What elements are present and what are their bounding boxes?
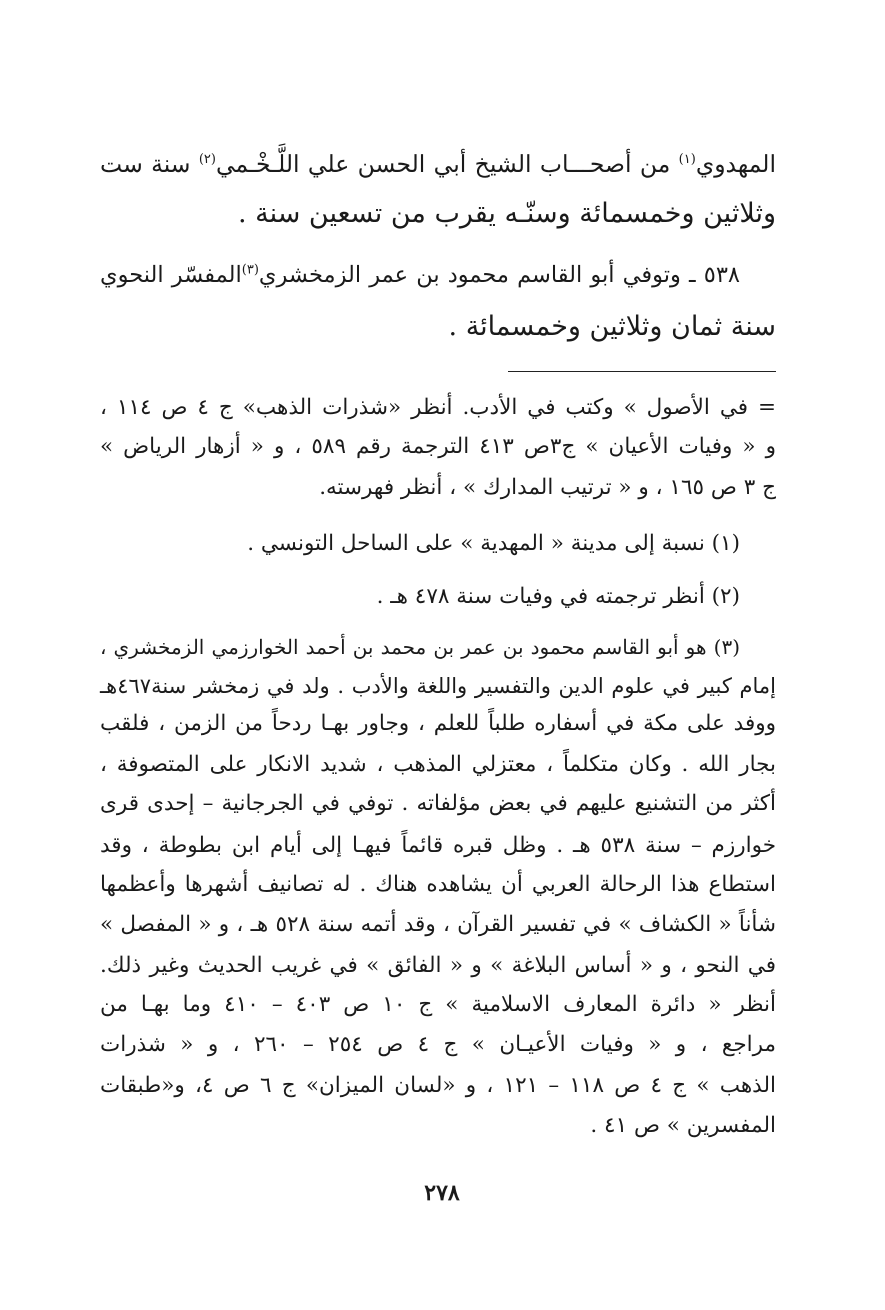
footnote-continued-line: و « وفيات الأعيان » ج٣ص ٤١٣ الترجمة رقم ٥٨٩ ، و « أزهار الرياض » (100, 434, 777, 459)
footnote-3-line: خوارزم – سنة ٥٣٨ هـ . وظل قبره قائماً فيهـا إلى أيام ابن بطوطة ، وقد (100, 833, 776, 858)
footnote-3-line: أكثر من التشنيع عليهم في بعض مؤلفاته . توفي في الجرجانية – إحدى قرى (100, 791, 776, 816)
footnote-2: (٢) أنظر ترجمته في وفيات سنة ٤٧٨ هـ . (376, 584, 740, 609)
main-text-span: من أصحـــاب الشيخ أبي الحسن علي اللَّـخْـمي (215, 150, 679, 178)
footnote-3-line: بجار الله . وكان متكلماً ، معتزلي المذهب ، شديد الانكار على المتصوفة ، (100, 752, 776, 777)
footnote-3-line: الذهب » ج ٤ ص ١١٨ – ١٢١ ، و «لسان الميزان» ج ٦ ص ٤، و«طبقات (100, 1073, 776, 1098)
footnote-3-line: المفسرين » ص ٤١ . (590, 1113, 776, 1138)
footnote-continued-line: = في الأصول » وكتب في الأدب. أنظر «شذرات الذهب» ج ٤ ص ١١٤ ، (100, 395, 776, 420)
main-text-span: سنة ست (100, 150, 199, 178)
footnote-1: (١) نسبة إلى مدينة « المهدية » على الساحل التونسي . (247, 531, 740, 556)
footnote-3-line: (٣) هو أبو القاسم محمود بن عمر بن محمد بن أحمد الخوارزمي الزمخشري ، (100, 635, 740, 659)
main-para1-line2: وثلاثين وخمسمائة وسنّـه يقرب من تسعين سنة . (237, 198, 776, 229)
footnote-separator (508, 371, 776, 372)
main-text-span: المفسّر النحوي (100, 262, 242, 288)
footnote-continued-line: ج ٣ ص ١٦٥ ، و « ترتيب المدارك » ، أنظر فهرسته. (319, 475, 776, 500)
footnote-3-line: شأناً « الكشاف » في تفسير القرآن ، وقد أتمه سنة ٥٢٨ هـ ، و « المفصل » (100, 912, 776, 937)
footnote-3-line: استطاع هذا الرحالة العربي أن يشاهده هناك . له تصانيف أشهرها وأعظمها (100, 872, 776, 897)
footnote-ref-2: (٢) (198, 152, 216, 168)
footnote-3-line: مراجع ، و « وفيات الأعيـان » ج ٤ ص ٢٥٤ – ٢٦٠ ، و « شذرات (100, 1032, 776, 1057)
word-mahdawi: المهدوي (695, 150, 776, 178)
footnote-3-line: ووفد على مكة في أسفاره طلباً للعلم ، وجاور بهـا ردحاً من الزمن ، فلقب (100, 711, 776, 736)
main-para2-line2: سنة ثمان وثلاثين وخمسمائة . (448, 311, 776, 342)
footnote-ref-1: (١) (678, 152, 696, 168)
main-text-span: ٥٣٨ ـ وتوفي أبو القاسم محمود بن عمر الزمخشري (258, 262, 740, 288)
footnote-3-line: في النحو ، و « أساس البلاغة » و « الفائق » في غريب الحديث وغير ذلك. (100, 953, 776, 978)
footnote-3-line: إمام كبير في علوم الدين والتفسير واللغة والأدب . ولد في زمخشر سنة٤٦٧هـ (100, 674, 776, 698)
footnote-3-line: أنظر « دائرة المعارف الاسلامية » ج ١٠ ص ٤٠٣ – ٤١٠ وما بهـا من (100, 992, 776, 1017)
main-para2-line1 (100, 257, 740, 293)
page-number: ٢٧٨ (424, 1180, 460, 1206)
main-para1-line1 (100, 146, 776, 182)
footnote-ref-3: (٣) (241, 262, 259, 278)
